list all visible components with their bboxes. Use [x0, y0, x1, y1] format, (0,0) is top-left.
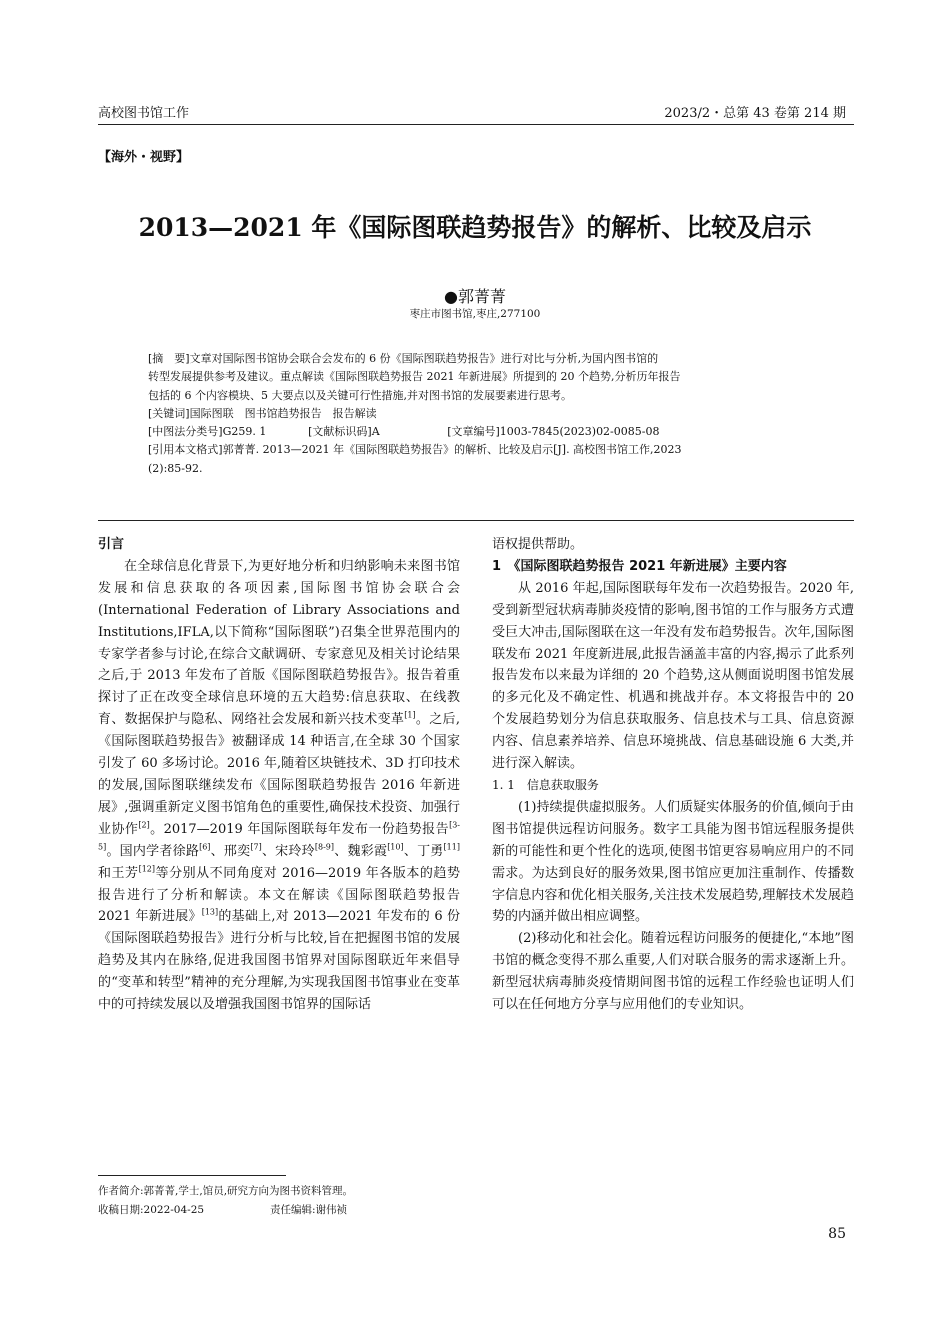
page-number: 85 — [828, 1226, 846, 1242]
classification-line: [中图法分类号]G259. 1 [文献标识码]A [文章编号]1003-7845(2023)02-0085-08 — [148, 425, 660, 439]
citation-line-2: (2):85-92. — [148, 461, 203, 475]
right-column — [492, 534, 854, 1016]
intro-heading: 引言 — [98, 537, 125, 552]
ref-7[interactable]: [7] — [250, 842, 262, 852]
ref-3-5[interactable]: [3-5] — [98, 820, 460, 852]
footnote-rule — [98, 1175, 286, 1176]
continued-text: 语权提供帮助。 — [492, 537, 584, 552]
section-1-heading: 1 《国际图联趋势报告 2021 年新进展》主要内容 — [492, 558, 787, 574]
ref-8-9[interactable]: [8-9] — [314, 842, 335, 852]
abstract-label: [摘 要] — [148, 352, 190, 365]
issue-info: 2023/2・总第 43 卷第 214 期 — [664, 106, 846, 121]
article-title: 2013—2021 年《国际图联趋势报告》的解析、比较及启示 — [138, 213, 812, 242]
abstract-rule — [98, 520, 854, 521]
subsection-1-1-heading: 1. 1 信息获取服务 — [492, 777, 599, 792]
section-1-paragraph: 从 2016 年起,国际图联每年发布一次趋势报告。2020 年,受到新型冠状病毒肺炎疫情的影响,图书馆的工作与服务方式遭受巨大冲击,国际图联在这一年没有发布趋势报告。次年,国际图联发布 2021 年度新进展,此报告涵盖丰富的内容,揭示了此系列报告发布以来最为详细的 20 个趋势,这从侧面说明图书馆发展的多元化及不确定性、机遇和挑战并存。本文将报告中的 20 个发展趋势划分为信息获取服务、信息技术与工具、信息资源内容、信息素养培养、信息环境挑战、信息基础设施 6 大类,并进行深入解读。 — [492, 580, 854, 772]
abstract-line-2: 转型发展提供参考及建议。重点解读《国际图联趋势报告 2021 年新进展》所提到的 20 个趋势,分析历年报告 — [148, 370, 681, 384]
keywords: [关键词]国际图联 图书馆趋势报告 报告解读 — [148, 406, 377, 420]
ref-11[interactable]: [11] — [443, 842, 460, 852]
left-column — [98, 534, 460, 1016]
section-tag: 【海外・视野】 — [98, 150, 190, 165]
header-rule — [98, 124, 854, 125]
citation: [引用本文格式]郭菁菁. 2013—2021 年《国际图联趋势报告》的解析、比较及启示[J]. 高校图书馆工作,2023 — [148, 443, 682, 457]
ref-13[interactable]: [13] — [201, 908, 219, 918]
author: ●郭菁菁 — [444, 287, 506, 306]
ref-2[interactable]: [2] — [138, 820, 150, 830]
subsection-paragraph-1: (1)持续提供虚拟服务。人们质疑实体服务的价值,倾向于由图书馆提供远程访问服务。数字工具能为图书馆远程服务提供新的可能性和更个性化的选项,使图书馆更容易响应用户的不同需求。为达到良好的服务效果,图书馆应更加注重制作、传播数字信息内容和优化相关服务,关注技术发展趋势,理解技术发展趋势的内涵并做出相应调整。 — [492, 799, 854, 925]
abstract-block — [148, 350, 808, 478]
subsection-paragraph-2: (2)移动化和社会化。随着远程访问服务的便捷化,“本地”图书馆的概念变得不那么重要,人们对联合服务的需求逐渐上升。新型冠状病毒肺炎疫情期间图书馆的远程工作经验也证明人们可以在任何地方分享与应用他们的专业知识。 — [492, 931, 854, 1013]
responsible-editor: 责任编辑:谢伟祯 — [270, 1204, 348, 1216]
abstract-line-1: [摘 要]文章对国际图书馆协会联合会发布的 6 份《国际图联趋势报告》进行对比与分析,为国内图书馆的 — [148, 352, 659, 365]
journal-name: 高校图书馆工作 — [98, 106, 190, 121]
ref-10[interactable]: [10] — [387, 842, 404, 852]
affiliation: 枣庄市图书馆,枣庄,277100 — [409, 308, 541, 320]
ref-6[interactable]: [6] — [199, 842, 211, 852]
ref-1[interactable]: [1] — [404, 710, 416, 720]
author-intro: 作者简介:郭菁菁,学士,馆员,研究方向为图书资料管理。 — [98, 1185, 354, 1197]
ref-12[interactable]: [12] — [138, 864, 156, 874]
intro-paragraph: 在全球信息化背景下,为更好地分析和归纳影响未来图书馆发展和信息获取的各项因素,国际图书馆协会联合会(International Federation of Library Associations and Institutions,IFLA,以下简称“国际图联”)召集全世界范围内的专家学者参与讨论,在综合文献调研、专家意见及相关讨论结果之后,于 2013 年发布了首版《国际图联趋势报告》。报告着重探讨了正在改变全球信息环境的五大趋势:信息获取、在线教育、数据保护与隐私、网络社会发展和新兴技术变革[1]。之后,《国际图联趋势报告》被翻译成 14 种语言,在全球 30 个国家引发了 60 多场讨论。2016 年,随着区块链技术、3D 打印技术的发展,国际图联继续发布《国际图联趋势报告 2016 年新进展》,强调重新定义图书馆角色的重要性,确保技术投资、加强行业协作[2]。2017—2019 年国际图联每年发布一份趋势报告[3-5]。国内学者徐路[6]、邢奕[7]、宋玲玲[8-9]、魏彩霞[10]、丁勇[11]和王芳[12]等分别从不同角度对 2016—2019 年各版本的趋势报告进行了分析和解读。本文在解读《国际图联趋势报告 2021 年新进展》[13]的基础上,对 2013—2021 年发布的 6 份《国际图联趋势报告》进行分析与比较,旨在把握图书馆的发展趋势及其内在脉络,促进我国图书馆界对国际图联近年来倡导的“变革和转型”精神的充分理解,为实现我国图书馆事业在变革中的可持续发展以及增强我国图书馆界的国际话 — [98, 558, 460, 1013]
abstract-line-3: 包括的 6 个内容模块、5 大要点以及关键可行性措施,并对图书馆的发展要素进行思考。 — [148, 388, 572, 402]
received-date: 收稿日期:2022-04-25 — [98, 1204, 205, 1216]
